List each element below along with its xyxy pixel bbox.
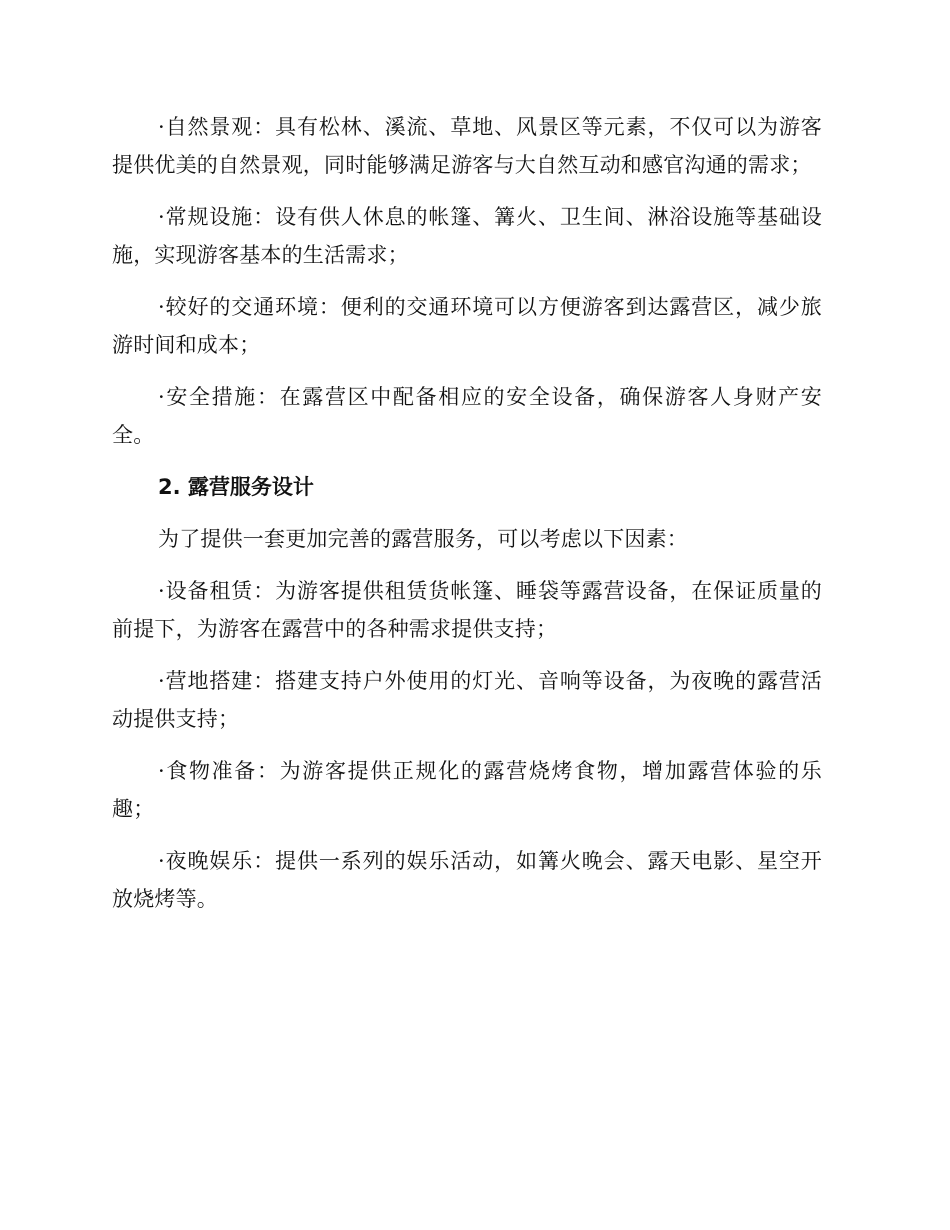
bullet-natural-scenery: ·自然景观：具有松林、溪流、草地、风景区等元素，不仅可以为游客提供优美的自然景观，同时能够满足游客与大自然互动和感官沟通的需求； [112, 115, 822, 177]
bullet-night-entertainment: ·夜晚娱乐：提供一系列的娱乐活动，如篝火晚会、露天电影、星空开放烧烤等。 [112, 849, 822, 911]
bullet-food-preparation: ·食物准备：为游客提供正规化的露营烧烤食物，增加露营体验的乐趣； [112, 759, 822, 821]
bullet-regular-facilities: ·常规设施：设有供人休息的帐篷、篝火、卫生间、淋浴设施等基础设施，实现游客基本的生活需求； [112, 205, 822, 267]
section-intro: 为了提供一套更加完善的露营服务，可以考虑以下因素： [158, 527, 688, 551]
bullet-camp-setup: ·营地搭建：搭建支持户外使用的灯光、音响等设备，为夜晚的露营活动提供支持； [112, 669, 822, 731]
bullet-equipment-rental: ·设备租赁：为游客提供租赁货帐篷、睡袋等露营设备，在保证质量的前提下，为游客在露营中的各种需求提供支持； [112, 579, 822, 641]
bullet-transport-environment: ·较好的交通环境：便利的交通环境可以方便游客到达露营区，减少旅游时间和成本； [112, 295, 822, 357]
document-body [112, 108, 822, 932]
section-heading-camping-service-design: 2. 露营服务设计 [158, 475, 314, 499]
bullet-safety-measures: ·安全措施：在露营区中配备相应的安全设备，确保游客人身财产安全。 [112, 385, 822, 447]
